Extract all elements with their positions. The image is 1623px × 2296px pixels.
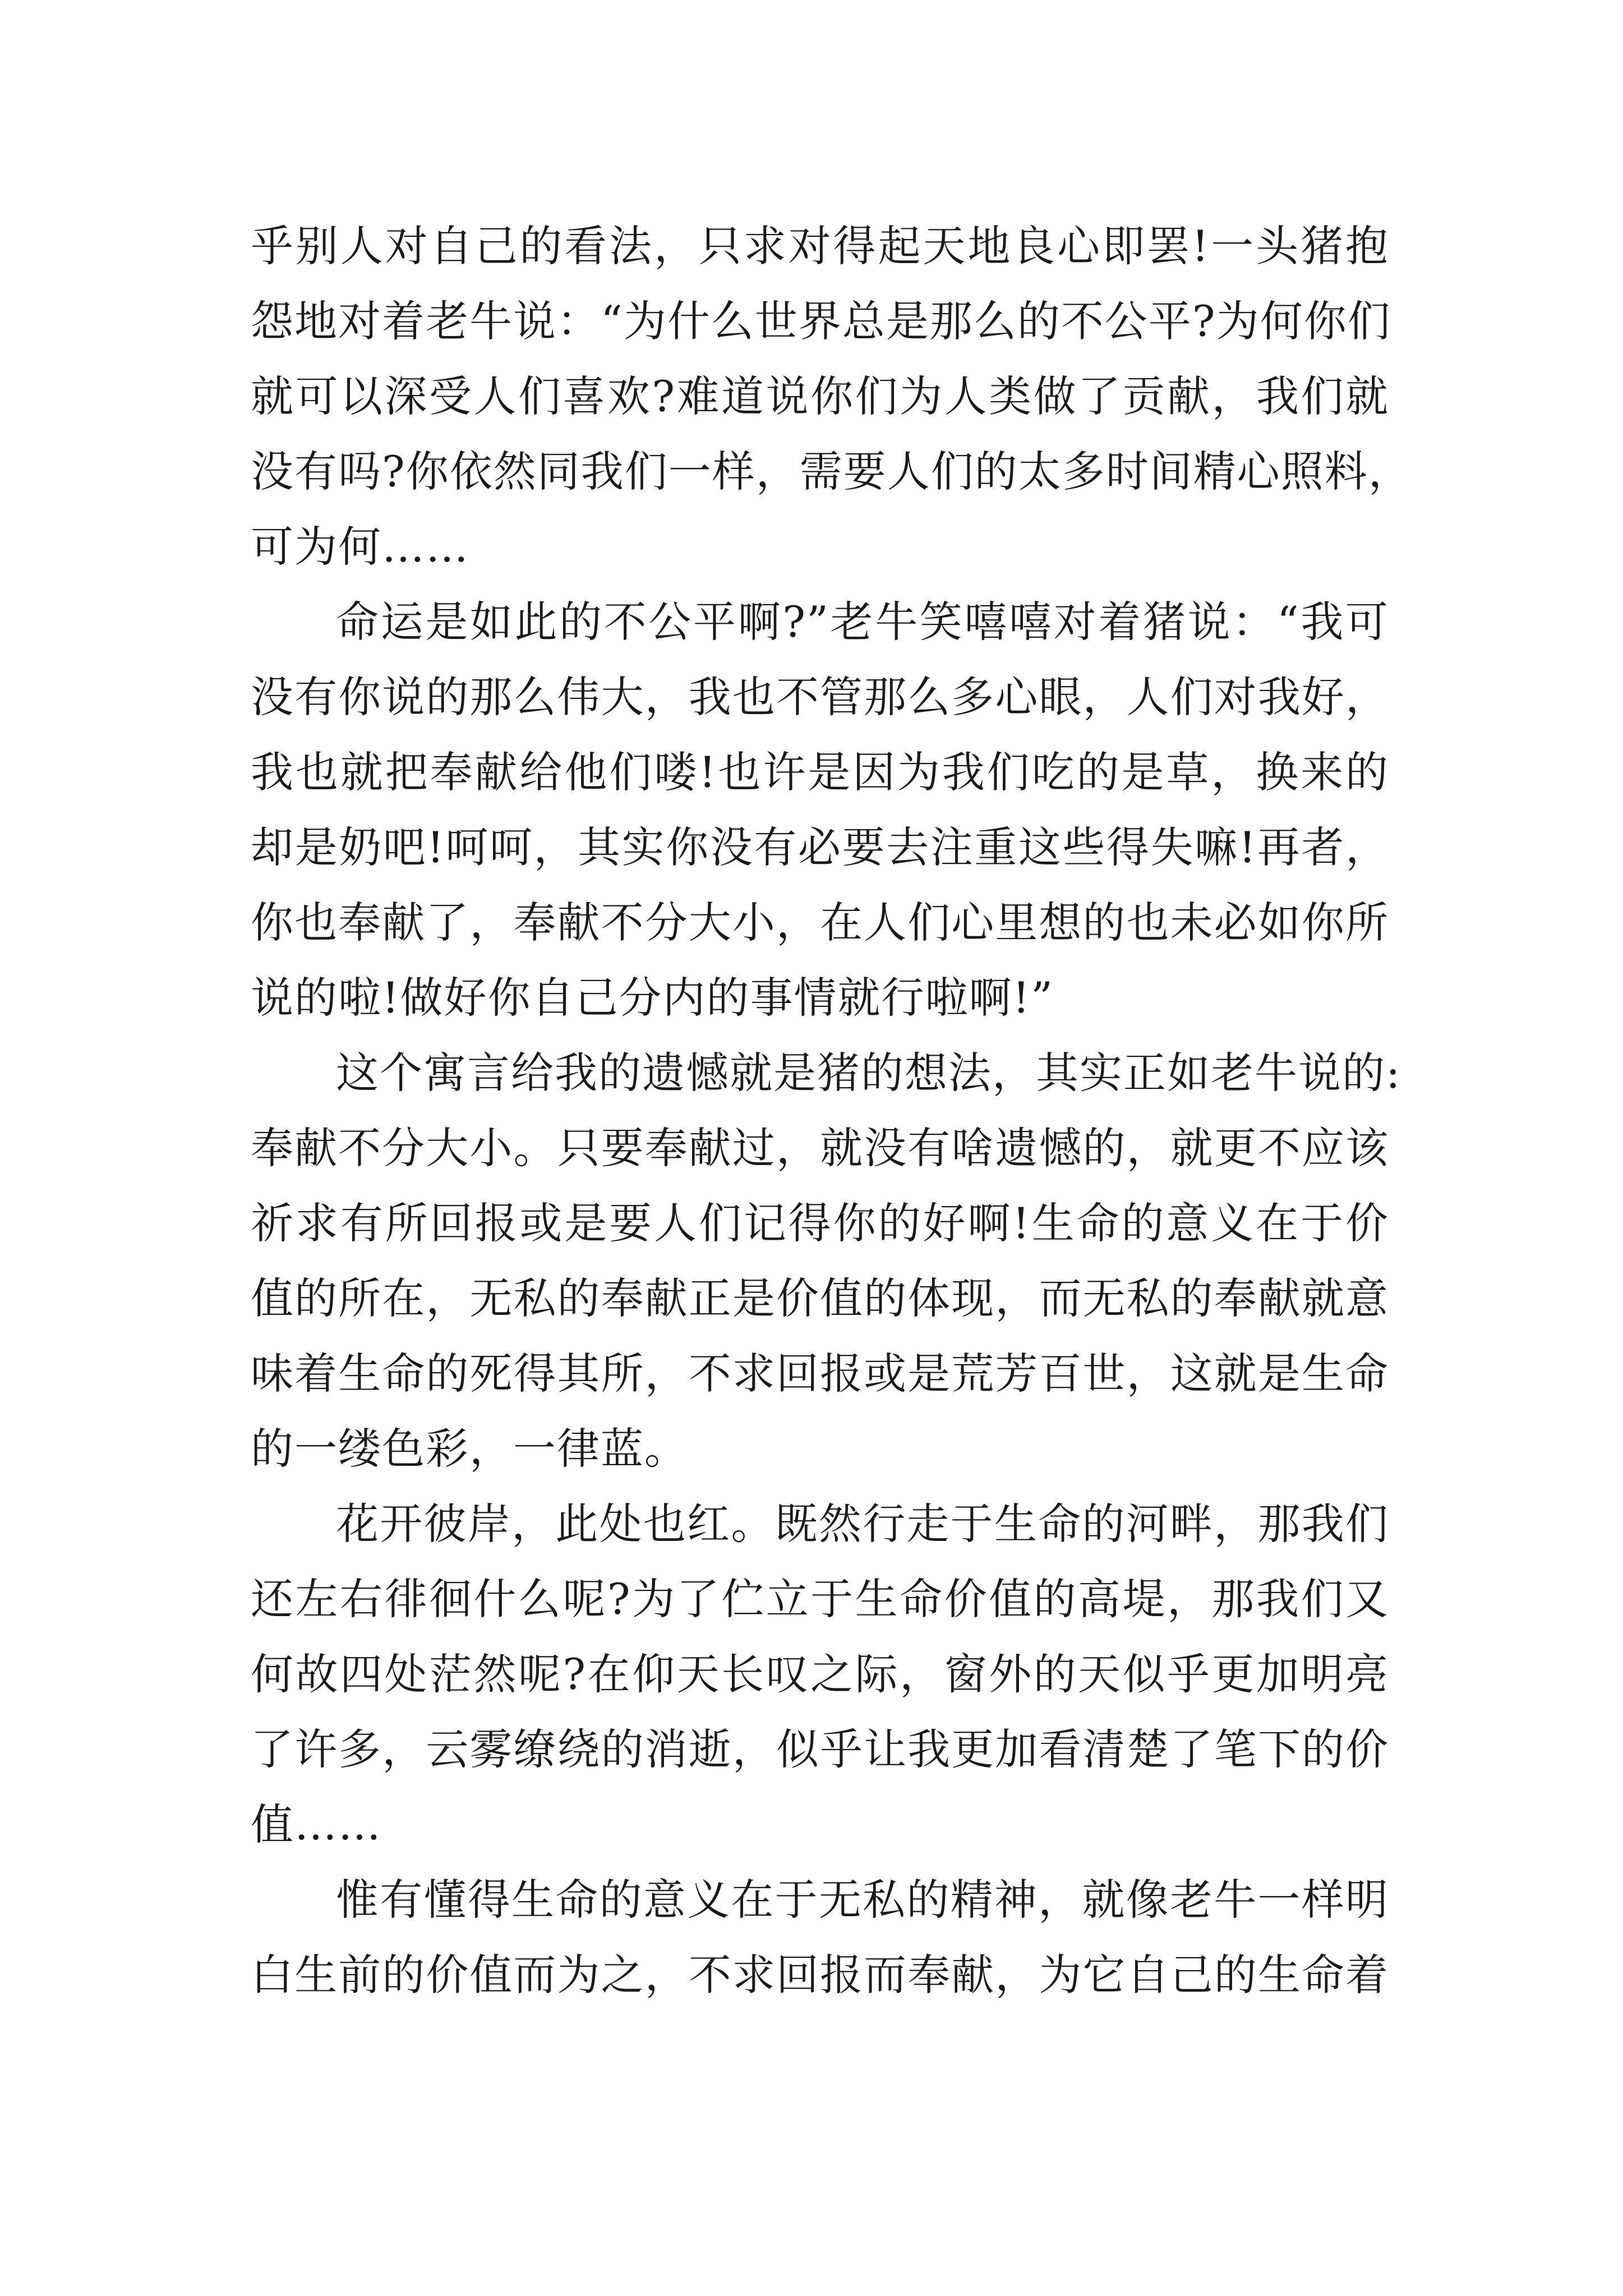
text-line: 值…… xyxy=(251,1800,382,1849)
text-line: 惟有懂得生命的意义在于无私的精神，就像老牛一样明 xyxy=(336,1875,1389,1925)
text-line: 没有吗?你依然同我们一样，需要人们的太多时间精心照料， xyxy=(251,447,1412,496)
paragraph-3 xyxy=(251,1036,1401,1487)
text-line: 就可以深受人们喜欢?难道说你们为人类做了贡献，我们就 xyxy=(251,371,1389,421)
text-line: 说的啦!做好你自己分内的事情就行啦啊!” xyxy=(251,973,1054,1023)
text-line: 怨地对着老牛说：“为什么世界总是那么的不公平?为何你们 xyxy=(251,296,1391,346)
text-line: 还左右徘徊什么呢?为了伫立于生命价值的高堤，那我们又 xyxy=(251,1574,1389,1624)
text-line: 可为何…… xyxy=(251,522,469,572)
paragraph-5 xyxy=(251,1862,1389,2013)
text-line: 味着生命的死得其所，不求回报或是荒芳百世，这就是生命 xyxy=(251,1349,1389,1398)
paragraph-2 xyxy=(251,585,1389,1036)
text-line: 奉献不分大小。只要奉献过，就没有啥遗憾的，就更不应该 xyxy=(251,1123,1389,1173)
text-line: 祈求有所回报或是要人们记得你的好啊!生命的意义在于价 xyxy=(251,1198,1389,1248)
text-line: 白生前的价值而为之，不求回报而奉献，为它自己的生命着 xyxy=(251,1950,1389,2000)
text-line: 何故四处茫然呢?在仰天长叹之际，窗外的天似乎更加明亮 xyxy=(251,1649,1389,1699)
paragraph-1 xyxy=(251,209,1412,585)
text-line: 我也就把奉献给他们喽!也许是因为我们吃的是草，换来的 xyxy=(251,747,1389,797)
text-line: 却是奶吧!呵呵，其实你没有必要去注重这些得失嘛!再者， xyxy=(251,822,1389,872)
text-line: 了许多，云雾缭绕的消逝，似乎让我更加看清楚了笔下的价 xyxy=(251,1724,1389,1774)
text-line: 你也奉献了，奉献不分大小，在人们心里想的也未必如你所 xyxy=(251,898,1389,947)
text-line: 命运是如此的不公平啊?”老牛笑嘻嘻对着猪说：“我可 xyxy=(336,597,1389,647)
paragraph-4 xyxy=(251,1487,1389,1862)
text-line: 值的所在，无私的奉献正是价值的体现，而无私的奉献就意 xyxy=(251,1273,1389,1323)
text-line: 花开彼岸，此处也红。既然行走于生命的河畔，那我们 xyxy=(336,1499,1389,1549)
text-line: 这个寓言给我的遗憾就是猪的想法，其实正如老牛说的: xyxy=(336,1048,1401,1098)
text-line: 没有你说的那么伟大，我也不管那么多心眼，人们对我好， xyxy=(251,672,1389,722)
text-line: 乎别人对自己的看法，只求对得起天地良心即罢!一头猪抱 xyxy=(251,221,1389,271)
text-line: 的一缕色彩，一律蓝。 xyxy=(251,1424,688,1474)
body-text xyxy=(251,209,1412,2013)
